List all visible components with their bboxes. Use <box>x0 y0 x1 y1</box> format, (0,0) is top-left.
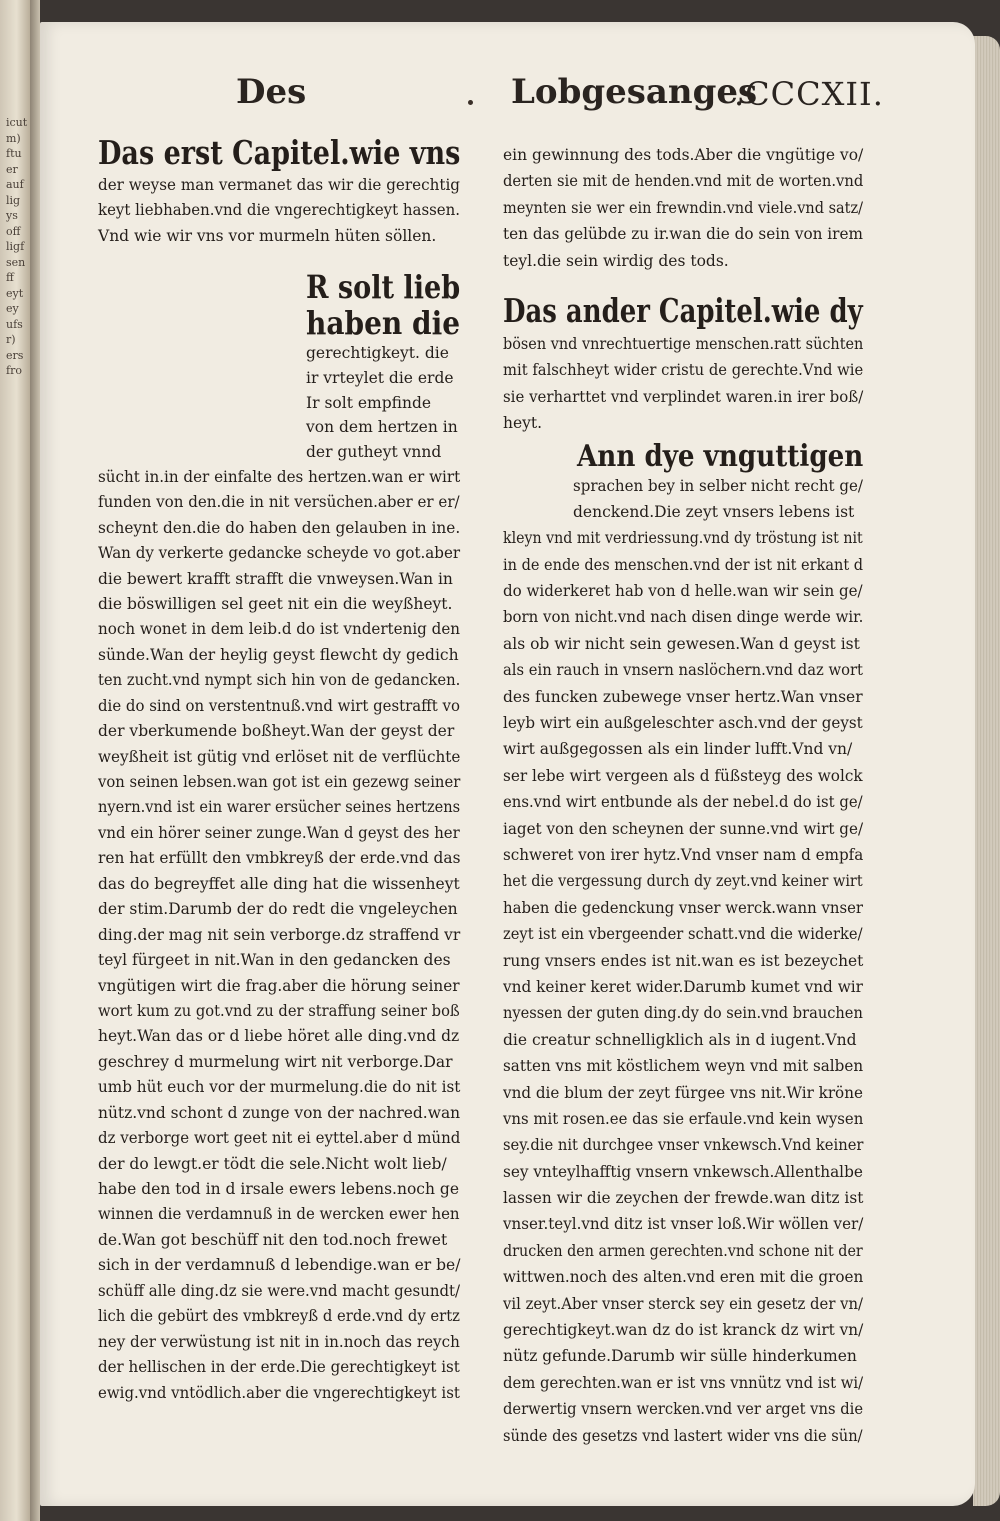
text-line: sünde des gesetzs vnd lastert wider vns die sün/ <box>503 1426 863 1445</box>
text-line: funden von den.die in nit versüchen.aber er er/ <box>98 493 460 512</box>
chapter-heading: Das ander Capitel.wie dy <box>503 290 863 330</box>
text-line: gerechtigkeyt.wan dz do ist kranck dz wirt vn/ <box>503 1321 864 1340</box>
text-line: schweret von irer hytz.Vnd vnser nam d empfa <box>503 845 864 864</box>
text-line: meynten sie wer ein frewndin.vnd viele.vnd satz/ <box>503 198 864 217</box>
text-line: die böswilligen sel geet nit ein die weyßheyt. <box>98 594 453 613</box>
text-line: umb hüt euch vor der murmelung.die do nit ist <box>98 1078 461 1097</box>
summary-line: keyt liebhaben.vnd die vngerechtigkeyt hassen. <box>98 201 461 220</box>
text-line: vngütigen wirt die frag.aber die hörung seiner <box>98 976 460 995</box>
fragment-text: eyt <box>6 286 24 300</box>
text-line: leyb wirt ein außgeleschter asch.vnd der geyst <box>503 714 863 733</box>
fragment-text: icut <box>6 116 28 129</box>
text-line: als ob wir nicht sein gewesen.Wan d geyst ist <box>503 634 860 653</box>
folio-number: .CCCXII. <box>734 75 884 113</box>
initial-line: R solt lieb <box>306 268 461 307</box>
text-line: lich die gebürt des vmbkreyß d erde.vnd dy ertz <box>98 1307 460 1326</box>
summary-line: sie verharttet vnd verplindet waren.in irer boß/ <box>503 387 864 406</box>
running-head-right: Lobgesanges <box>511 72 758 112</box>
text-line: teyl.die sein wirdig des tods. <box>503 251 729 270</box>
text-line: weyßheit ist gütig vnd erlöset nit de verflüchte <box>98 747 461 766</box>
text-line: sey vnteylhafftig vnsern vnkewsch.Allenthalbe <box>503 1162 863 1181</box>
fragment-text: ligf <box>6 240 25 253</box>
summary-line: bösen vnd vnrechtuertige menschen.ratt süchten <box>503 334 864 353</box>
text-line: vnd keiner keret wider.Darumb kumet vnd wir <box>503 977 863 996</box>
fragment-text: ers <box>6 348 24 362</box>
text-line: sey.die nit durchgee vnser vnkewsch.Vnd keiner <box>503 1136 864 1155</box>
initial-line: Ann dye vnguttigen <box>577 438 864 474</box>
text-line: teyl fürgeet in nit.Wan in den gedancken des <box>98 951 451 970</box>
text-line: het die vergessung durch dy zeyt.vnd keiner wirt <box>503 872 863 891</box>
chapter-summary <box>503 331 863 437</box>
text-line: denckend.Die zeyt vnsers lebens ist <box>573 502 855 521</box>
text-line: scheynt den.die do haben den gelauben in ine. <box>98 518 461 537</box>
text-line: sünde.Wan der heylig geyst flewcht dy gedich <box>98 645 459 664</box>
text-line: der do lewgt.er tödt die sele.Nicht wolt lieb/ <box>98 1154 447 1173</box>
fragment-text: r) <box>6 333 16 346</box>
initial-block <box>306 269 460 464</box>
text-line: ren hat erfüllt den vmbkreyß der erde.vnd das <box>98 849 461 868</box>
text-line: noch wonet in dem leib.d do ist vndertenig den <box>98 620 461 639</box>
text-line: winnen die verdamnuß in de wercken ewer hen <box>98 1205 460 1224</box>
initial-line: haben die <box>306 304 461 343</box>
text-line: der hellischen in der erde.Die gerechtigkeyt ist <box>98 1358 460 1377</box>
left-page-text-fragments <box>6 115 30 379</box>
text-line: des funcken zubewege vnser hertz.Wan vnser <box>503 687 863 706</box>
text-line: die do sind on verstentnuß.vnd wirt gestrafft vo <box>98 696 460 715</box>
fragment-text: ufs <box>6 317 23 331</box>
text-line: satten vns mit köstlichem weyn vnd mit salben <box>503 1057 864 1076</box>
text-line: nyern.vnd ist ein warer ersücher seines hertzens <box>98 798 461 817</box>
text-line: heyt.Wan das or d liebe höret alle ding.vnd dz <box>98 1027 460 1046</box>
text-line: born von nicht.vnd nach disen dinge werde wir. <box>503 608 864 627</box>
summary-line: Vnd wie wir vns vor murmeln hüten söllen. <box>98 226 437 245</box>
text-line: ser lebe wirt vergeen als d füßsteyg des wolck <box>503 766 863 785</box>
ornament-dot <box>468 100 473 105</box>
chapter-summary <box>98 173 460 249</box>
fragment-text: er <box>6 162 18 176</box>
text-line: vnd ein hörer seiner zunge.Wan d geyst des her <box>98 823 460 842</box>
text-line: wirt außgegossen als ein linder lufft.Vnd vn/ <box>503 740 853 759</box>
text-line: do widerkeret hab von d helle.wan wir sein ge/ <box>503 582 863 601</box>
text-line: schüff alle ding.dz sie were.vnd macht gesundt/ <box>98 1281 461 1300</box>
text-line: sich in der verdamnuß d lebendige.wan er be/ <box>98 1256 461 1275</box>
text-line: die creatur schnelligklich als in d iugent.Vnd <box>503 1030 857 1049</box>
indented-block <box>573 473 863 526</box>
fragment-text: ey <box>6 302 19 315</box>
left-page-edge <box>0 0 30 1521</box>
text-line: das do begreyffet alle ding hat die wissenheyt <box>98 874 460 893</box>
text-line: als ein rauch in vnsern naslöchern.vnd daz wort <box>503 661 863 680</box>
text-line: ein gewinnung des tods.Aber die vngütige vo/ <box>503 146 864 164</box>
text-line: die bewert krafft strafft die vnweysen.Wan in <box>98 569 453 588</box>
text-line: kleyn vnd mit verdriessung.vnd dy tröstung ist nit <box>503 529 863 548</box>
text-line: vil zeyt.Aber vnser sterck sey ein gesetz der vn/ <box>503 1294 864 1313</box>
text-line: ney der verwüstung ist nit in in.noch das reych <box>98 1332 460 1351</box>
text-line: nütz.vnd schont d zunge von der nachred.wan <box>98 1103 461 1122</box>
text-line: ding.der mag nit sein verborge.dz straffend vr <box>98 925 461 944</box>
fragment-text: fro <box>6 364 22 377</box>
fragment-text: m) <box>6 131 21 145</box>
text-line: von dem hertzen in <box>306 418 458 437</box>
left-body-text <box>98 465 460 1406</box>
text-line: ten das gelübde zu ir.wan die do sein von irem <box>503 225 863 244</box>
fragment-text: off <box>6 224 21 238</box>
text-line: der vberkumende boßheyt.Wan der geyst der <box>98 722 455 741</box>
text-line: rung vnsers endes ist nit.wan es ist bezeychet <box>503 951 864 970</box>
text-line: derten sie mit de henden.vnd mit de worten.vnd <box>503 172 864 191</box>
text-line: habe den tod in d irsale ewers lebens.noch ge <box>98 1180 459 1198</box>
book-gutter <box>30 0 40 1521</box>
right-column <box>503 142 863 1449</box>
right-body-text <box>503 525 863 1449</box>
text-line: ir vrteylet die erde <box>306 369 454 387</box>
text-line: haben die gedenckung vnser werck.wann vnser <box>503 898 863 917</box>
fragment-text: ys <box>6 209 18 222</box>
fragment-text: sen <box>6 255 26 269</box>
text-line: dem gerechten.wan er ist vns vnnütz vnd ist wi/ <box>503 1373 864 1392</box>
text-line: Wan dy verkerte gedancke scheyde vo got.aber <box>98 544 461 563</box>
text-line: der stim.Darumb der do redt die vngeleychen <box>98 900 458 919</box>
fragment-text: auf <box>6 178 24 191</box>
text-line: in de ende des menschen.vnd der ist nit erkant d <box>503 555 864 574</box>
summary-line: der weyse man vermanet das wir die gerechtig <box>98 176 461 194</box>
text-line: vnd die blum der zeyt fürgee vns nit.Wir kröne <box>503 1083 863 1102</box>
text-line: von seinen lebsen.wan got ist ein gezewg seiner <box>98 773 461 791</box>
text-line: wort kum zu got.vnd zu der straffung seiner boß <box>98 1001 460 1020</box>
text-line: vnser.teyl.vnd ditz ist vnser loß.Wir wöllen ver/ <box>503 1215 864 1234</box>
fragment-text: lig <box>6 193 21 207</box>
text-line: lassen wir die zeychen der frewde.wan ditz ist <box>503 1189 864 1208</box>
text-line: nyessen der guten ding.dy do sein.vnd brauchen <box>503 1004 863 1023</box>
text-line: sücht in.in der einfalte des hertzen.wan er wirt <box>98 467 461 486</box>
text-line: Ir solt empfinde <box>306 393 432 412</box>
text-line: derwertig vnsern wercken.vnd ver arget vns die <box>503 1400 864 1419</box>
text-line: de.Wan got beschüff nit den tod.noch frewet <box>98 1230 448 1249</box>
fragment-text: ftu <box>6 147 22 160</box>
right-top-text <box>503 142 863 274</box>
text-line: geschrey d murmelung wirt nit verborge.Dar <box>98 1052 453 1071</box>
text-line: wittwen.noch des alten.vnd eren mit die groen <box>503 1268 864 1287</box>
text-line: drucken den armen gerechten.vnd schone nit der <box>503 1241 863 1260</box>
summary-line: mit falschheyt wider cristu de gerechte.Vnd wie <box>503 361 864 380</box>
text-line: vns mit rosen.ee das sie erfaule.vnd kein wysen <box>503 1109 864 1128</box>
text-line: dz verborge wort geet nit ei eyttel.aber d münd <box>98 1129 461 1148</box>
text-line: gerechtigkeyt. die <box>306 344 449 363</box>
text-line: sprachen bey in selber nicht recht ge/ <box>573 476 863 495</box>
text-line: der gutheyt vnnd <box>306 443 442 462</box>
text-line: zeyt ist ein vbergeender schatt.vnd die widerke/ <box>503 925 863 944</box>
page-stack-edge <box>973 36 1000 1506</box>
text-line: nütz gefunde.Darumb wir sülle hinderkumen <box>503 1347 857 1366</box>
fragment-text: ff <box>6 271 14 284</box>
left-column <box>98 133 460 1406</box>
text-line: iaget von den scheynen der sunne.vnd wirt ge/ <box>503 819 864 838</box>
running-head-left: Des <box>236 72 307 112</box>
chapter-heading: Das erst Capitel.wie vns <box>98 133 461 172</box>
text-line: ten zucht.vnd nympt sich hin von de gedancken. <box>98 671 461 690</box>
text-line: ens.vnd wirt entbunde als der nebel.d do ist ge/ <box>503 793 863 812</box>
text-line: ewig.vnd vntödlich.aber die vngerechtigkeyt ist <box>98 1383 460 1402</box>
summary-line: heyt. <box>503 414 543 433</box>
